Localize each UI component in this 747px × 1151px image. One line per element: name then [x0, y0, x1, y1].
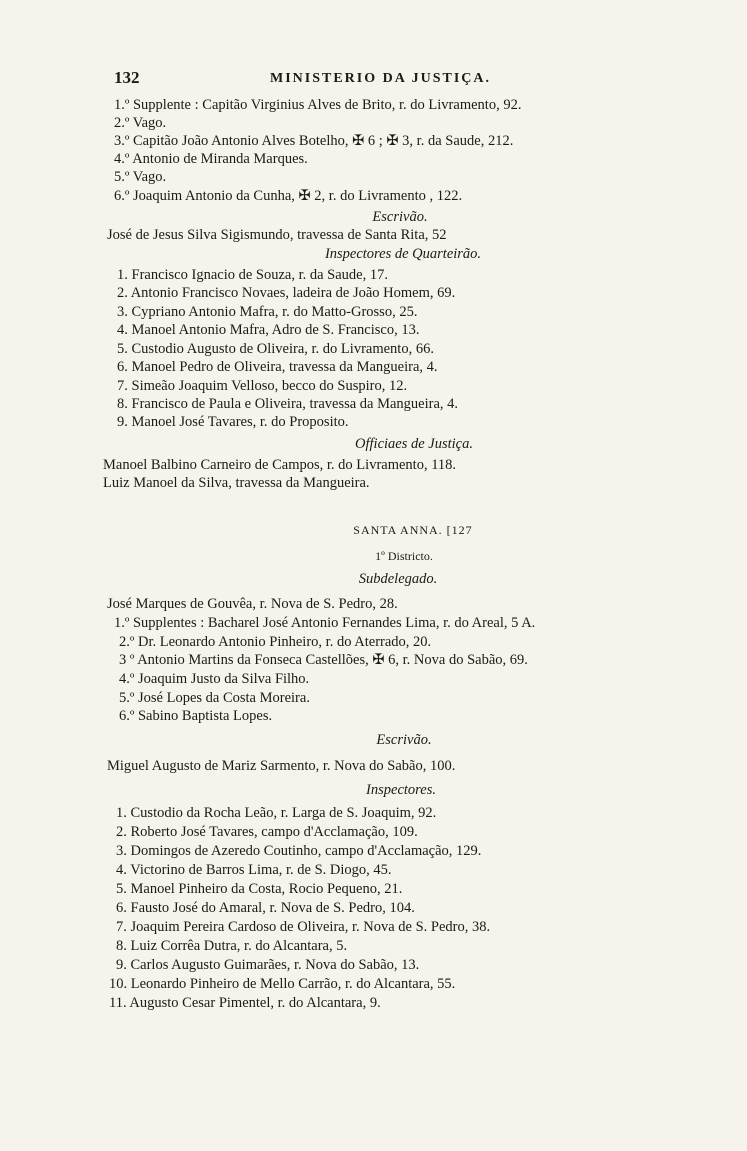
- list-item: 7. Simeão Joaquim Velloso, becco do Suspiro, 12.: [117, 378, 408, 394]
- supplente-line: 2.º Dr. Leonardo Antonio Pinheiro, r. do Aterrado, 20.: [119, 634, 432, 650]
- list-item: 6. Manoel Pedro de Oliveira, travessa da Mangueira, 4.: [117, 359, 438, 375]
- supplente-line: 6.º Joaquim Antonio da Cunha, ✠ 2, r. do Livramento , 122.: [114, 188, 463, 204]
- officiaes-entry: Luiz Manoel da Silva, travessa da Mangueira.: [103, 475, 370, 491]
- supplente-line: 4.º Joaquim Justo da Silva Filho.: [119, 671, 310, 687]
- officiaes-entry: Manoel Balbino Carneiro de Campos, r. do Livramento, 118.: [103, 457, 457, 473]
- supplente-line: 3.º Capitão João Antonio Alves Botelho, ✠ 6 ; ✠ 3, r. da Saude, 212.: [114, 133, 514, 149]
- list-item: 5. Custodio Augusto de Oliveira, r. do Livramento, 66.: [117, 341, 434, 357]
- list-item: 8. Francisco de Paula e Oliveira, travessa da Mangueira, 4.: [117, 396, 459, 412]
- list-item: 9. Carlos Augusto Guimarães, r. Nova do Sabão, 13.: [116, 957, 420, 973]
- page-number: 132: [114, 68, 140, 87]
- running-title: MINISTERIO DA JUSTIÇA.: [270, 71, 491, 86]
- supplente-line: 4.º Antonio de Miranda Marques.: [114, 151, 308, 167]
- list-item: 5. Manoel Pinheiro da Costa, Rocio Pequeno, 21.: [116, 881, 403, 897]
- escrivao-entry: Miguel Augusto de Mariz Sarmento, r. Nova do Sabão, 100.: [107, 758, 456, 774]
- section-heading: Escrivão.: [376, 732, 432, 748]
- section-heading: Officiaes de Justiça.: [355, 436, 473, 452]
- list-item: 7. Joaquim Pereira Cardoso de Oliveira, r. Nova de S. Pedro, 38.: [116, 919, 491, 935]
- section-heading: Inspectores.: [366, 782, 436, 798]
- section-heading: Escrivão.: [372, 209, 428, 225]
- supplente-line: 5.º Vago.: [114, 169, 167, 185]
- list-item: 4. Manoel Antonio Mafra, Adro de S. Francisco, 13.: [117, 322, 420, 338]
- list-item: 4. Victorino de Barros Lima, r. de S. Diogo, 45.: [116, 862, 392, 878]
- section-heading: Inspectores de Quarteirão.: [324, 246, 482, 262]
- list-item: 3. Domingos de Azeredo Coutinho, campo d'Acclamação, 129.: [116, 843, 482, 859]
- supplente-line: 5.º José Lopes da Costa Moreira.: [119, 690, 310, 706]
- list-item: 9. Manoel José Tavares, r. do Proposito.: [117, 414, 349, 430]
- escrivao-entry: José de Jesus Silva Sigismundo, travessa de Santa Rita, 52: [107, 227, 447, 243]
- supplente-line: 2.º Vago.: [114, 115, 167, 131]
- list-item: 2. Roberto José Tavares, campo d'Acclamação, 109.: [116, 824, 418, 840]
- list-item: 11. Augusto Cesar Pimentel, r. do Alcantara, 9.: [109, 995, 381, 1011]
- supplente-line: 1.º Supplente : Capitão Virginius Alves de Brito, r. do Livramento, 92.: [114, 97, 522, 113]
- list-item: 8. Luiz Corrêa Dutra, r. do Alcantara, 5.: [116, 938, 348, 954]
- section-title: SANTA ANNA. [127: [353, 523, 473, 537]
- supplente-line: 6.º Sabino Baptista Lopes.: [119, 708, 273, 724]
- list-item: 10. Leonardo Pinheiro de Mello Carrão, r. do Alcantara, 55.: [109, 976, 456, 992]
- supplente-line: 1.º Supplentes : Bacharel José Antonio Fernandes Lima, r. do Areal, 5 A.: [114, 615, 536, 631]
- list-item: 1. Francisco Ignacio de Souza, r. da Saude, 17.: [117, 267, 388, 283]
- list-item: 3. Cypriano Antonio Mafra, r. do Matto-Grosso, 25.: [117, 304, 418, 320]
- subdelegado-entry: José Marques de Gouvêa, r. Nova de S. Pedro, 28.: [107, 596, 398, 612]
- list-item: 1. Custodio da Rocha Leão, r. Larga de S. Joaquim, 92.: [116, 805, 437, 821]
- list-item: 2. Antonio Francisco Novaes, ladeira de João Homem, 69.: [117, 285, 456, 301]
- district-label: 1º Districto.: [375, 549, 433, 563]
- supplente-line: 3 º Antonio Martins da Fonseca Castellões, ✠ 6, r. Nova do Sabão, 69.: [119, 652, 528, 668]
- section-heading: Subdelegado.: [358, 571, 438, 587]
- list-item: 6. Fausto José do Amaral, r. Nova de S. Pedro, 104.: [116, 900, 415, 916]
